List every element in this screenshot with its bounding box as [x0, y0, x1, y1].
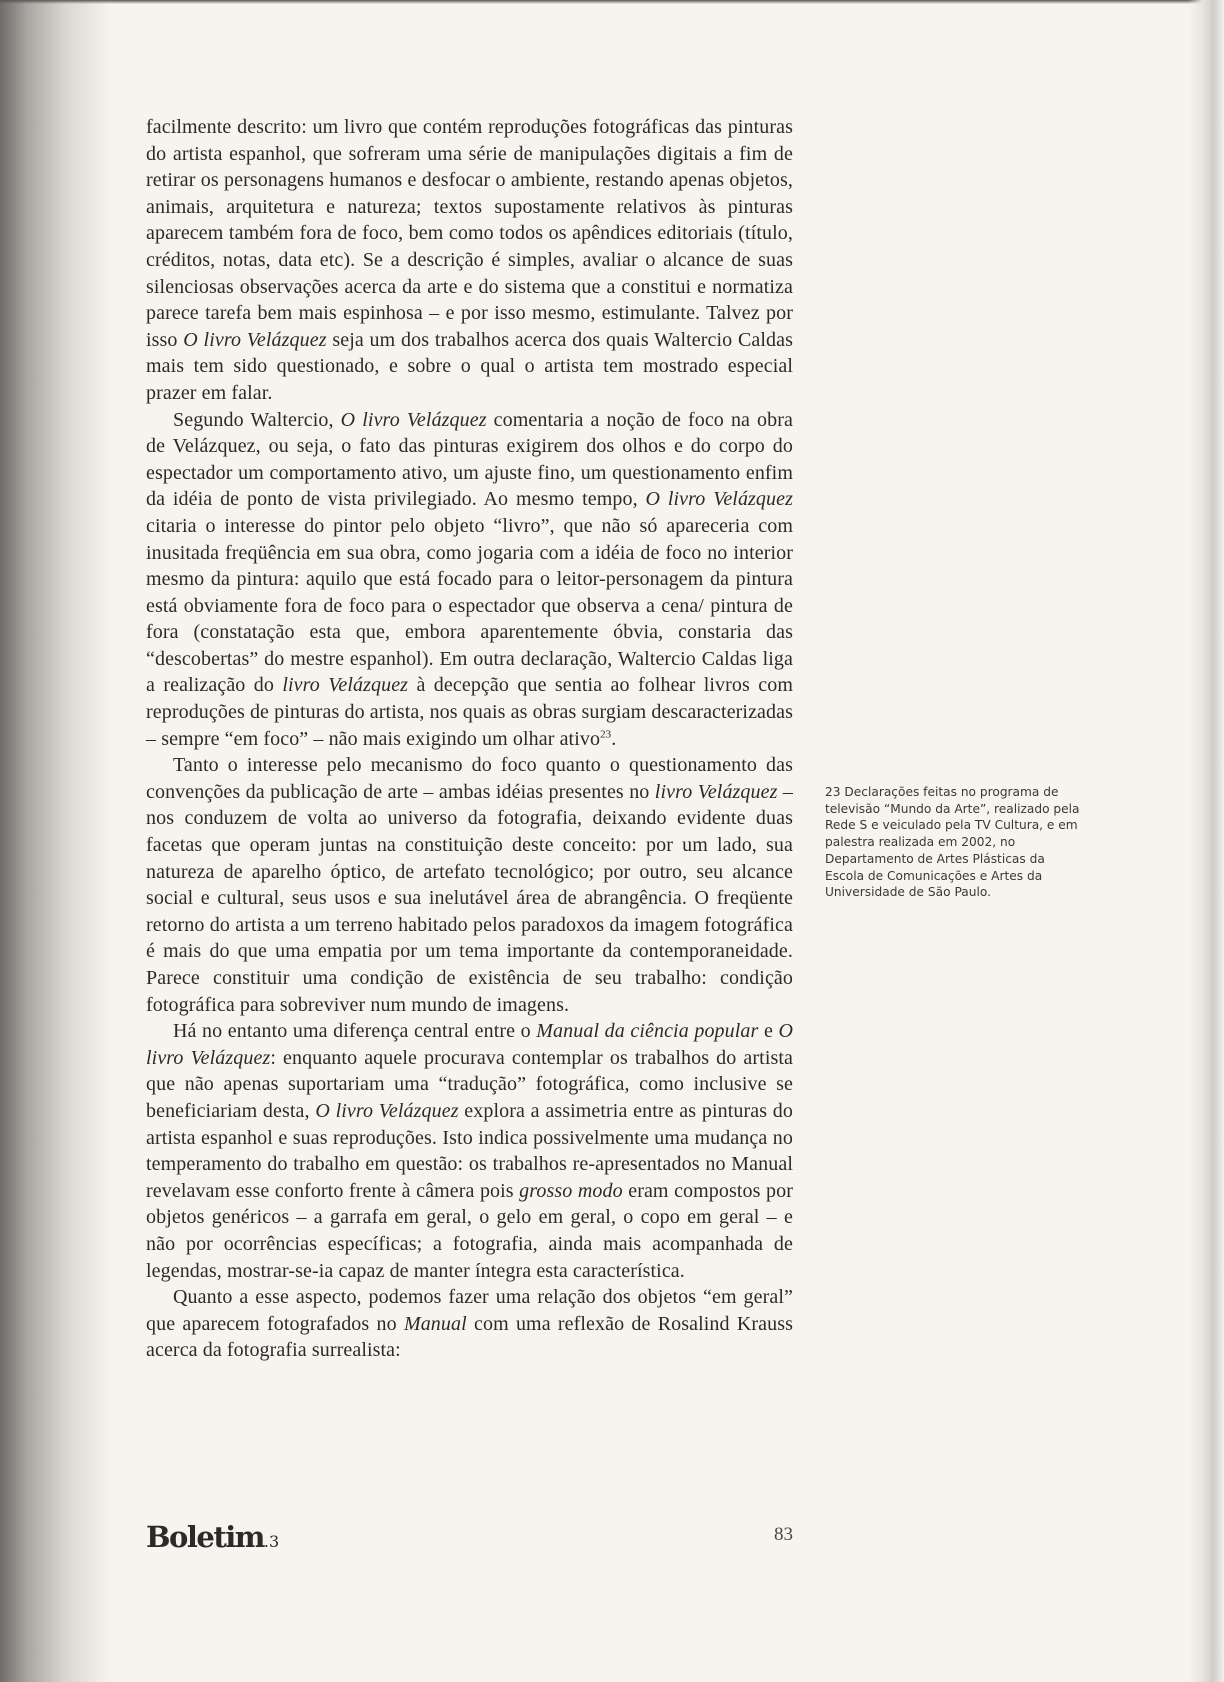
paragraph-5: Quanto a esse aspecto, podemos fazer uma relação dos objetos “em geral” que aparecem fotografados no Manual com uma reflexão de Rosalind Krauss acerca da fotografia surrealista:: [146, 1286, 793, 1362]
paragraph-4: Há no entanto uma diferença central entre o Manual da ciência popular e O livro Velázquez: enquanto aquele procurava contemplar os trabalhos do artista que não apenas suportariam uma “tradução” fotográfica, como inclusive se beneficiariam desta, O livro Velázquez explora a assimetria entre as pinturas do artista espanhol e suas reproduções. Isto indica possivelmente uma mudança no temperamento do trabalho em questão: os trabalhos re-apresentados no Manual revelavam esse conforto frente à câmera pois grosso modo eram compostos por objetos genéricos – a garrafa em geral, o gelo em geral, o copo em geral – e não por ocorrências específicas; a fotografia, ainda mais acompanhada de legendas, mostrar-se-ia capaz de manter íntegra esta característica.: [146, 1020, 794, 1282]
page-right-edge: [1188, 0, 1224, 1682]
journal-brand: [146, 1520, 279, 1554]
page-number: 83: [774, 1524, 793, 1545]
main-text-column: [146, 114, 793, 1364]
paragraph-1: facilmente descrito: um livro que contém reproduções fotográficas das pinturas do artista espanhol, que sofreram uma série de manipulações digitais a fim de retirar os personagens humanos e desfocar o ambiente, restando apenas objetos, animais, arquitetura e natureza; textos supostamente relativos às pinturas aparecem também fora de foco, bem como todos os apêndices editoriais (título, créditos, notas, data etc). Se a descrição é simples, avaliar o alcance de suas silenciosas observações acerca da arte e do sistema que a constitui e normatiza parece tarefa bem mais espinhosa – e por isso mesmo, estimulante. Talvez por isso O livro Velázquez seja um dos trabalhos acerca dos quais Waltercio Caldas mais tem sido questionado, e sobre o qual o artista tem mostrado especial prazer em falar.: [146, 116, 793, 404]
paragraph-3: Tanto o interesse pelo mecanismo do foco quanto o questionamento das convenções da publicação de arte – ambas idéias presentes no livro Velázquez – nos conduzem de volta ao universo da fotografia, deixando evidente duas facetas que operam juntas na constituição deste conceito: por um lado, sua natureza de aparelho óptico, de artefato tecnológico; por outro, seu alcance social e cultural, seus usos e sua inelutável área de abrangência. O freqüente retorno do artista a um terreno habitado pelos paradoxos da imagem fotográfica é mais do que uma empatia por um tema importante da contemporaneidade. Parece constituir uma condição de existência de seu trabalho: condição fotográfica para sobreviver num mundo de imagens.: [146, 754, 793, 1016]
journal-issue: .3: [263, 1532, 280, 1551]
footnote-23: 23 Declarações feitas no programa de televisão “Mundo da Arte”, realizado pela Rede S e veiculado pela TV Cultura, e em palestra realizada em 2002, no Departamento de Artes Plásticas da Escola de Comunicações e Artes da Universidade de São Paulo.: [825, 785, 1080, 900]
paragraph-2: Segundo Waltercio, O livro Velázquez comentaria a noção de foco na obra de Velázquez, ou seja, o fato das pinturas exigirem dos olhos e do corpo do espectador um comportamento ativo, um ajuste fino, um questionamento enfim da idéia de ponto de vista privilegiado. Ao mesmo tempo, O livro Velázquez citaria o interesse do pintor pelo objeto “livro”, que não só apareceria com inusitada freqüência em sua obra, como jogaria com a idéia de foco no interior mesmo da pintura: aquilo que está focado para o leitor-personagem da pintura está obviamente fora de foco para o espectador que observa a cena/ pintura de fora (constatação esta que, embora aparentemente óbvia, constaria das “descobertas” do mestre espanhol). Em outra declaração, Waltercio Caldas liga a realização do livro Velázquez à decepção que sentia ao folhear livros com reproduções de pinturas do artista, nos quais as obras surgiam descaracterizadas – sempre “em foco” – não mais exigindo um olhar ativo$^{23}$.: [146, 408, 793, 750]
footnote-reference-23: 23: [600, 728, 612, 740]
page-top-edge: [0, 0, 1224, 4]
book-spine-shadow: [0, 0, 110, 1682]
journal-name: Boletim: [146, 1520, 264, 1554]
